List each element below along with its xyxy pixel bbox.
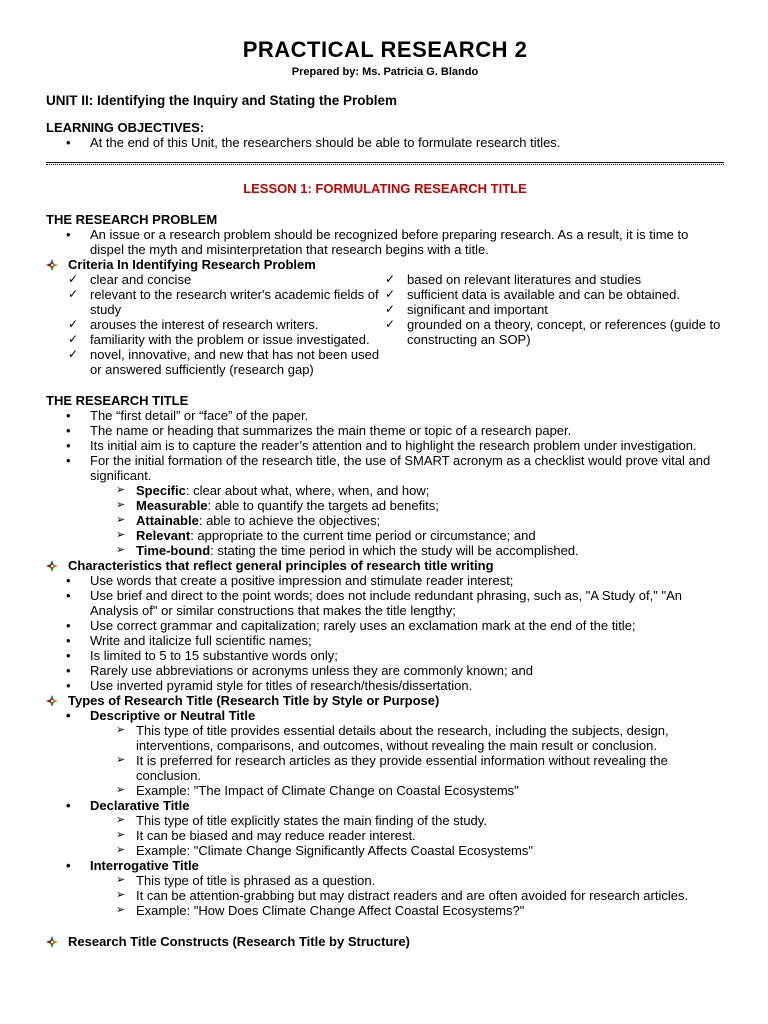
type-point: ➢ Example: "Climate Change Significantly Affects Coastal Ecosystems" — [90, 843, 724, 858]
criteria-left-column — [46, 272, 385, 377]
learning-objectives-heading: LEARNING OBJECTIVES: — [46, 120, 205, 135]
checklist-item: ✓ familiarity with the problem or issue investigated. — [46, 332, 385, 347]
diamond-bullet-icon — [46, 560, 58, 572]
checklist-item: ✓ arouses the interest of research writers. — [46, 317, 385, 332]
type-points — [90, 813, 724, 858]
checklist-item: ✓ sufficient data is available and can be obtained. — [385, 287, 724, 302]
type-points — [90, 873, 724, 918]
type-point: ➢ This type of title is phrased as a question. — [90, 873, 724, 888]
list-item: • For the initial formation of the research title, the use of SMART acronym as a checklist would prove vital and significant. — [46, 453, 724, 483]
list-item: • Use words that create a positive impression and stimulate reader interest; — [46, 573, 724, 588]
research-problem-list — [46, 227, 724, 257]
type-point: ➢ Example: "The Impact of Climate Change on Coastal Ecosystems" — [90, 783, 724, 798]
list-item: • Is limited to 5 to 15 substantive words only; — [46, 648, 724, 663]
characteristics-list — [46, 573, 724, 693]
list-item: • The “first detail” or “face” of the paper. — [46, 408, 724, 423]
diamond-bullet-icon — [46, 259, 58, 271]
type-point: ➢ Example: "How Does Climate Change Affect Coastal Ecosystems?" — [90, 903, 724, 918]
research-title-heading: THE RESEARCH TITLE — [46, 393, 189, 408]
list-item: • The name or heading that summarizes the main theme or topic of a research paper. — [46, 423, 724, 438]
title-type-item: • Declarative Title ➢ This type of title explicitly states the main finding of the study. ➢ It can be biased and may reduce reader interest. ➢ Example: "Climate Change Significantly Affects Coastal Ecosystems" — [46, 798, 724, 858]
type-point: ➢ It is preferred for research articles as they provide essential information without revealing the conclusion. — [90, 753, 724, 783]
characteristics-heading: Characteristics that reflect general principles of research title writing — [46, 558, 724, 573]
list-item: • Write and italicize full scientific names; — [46, 633, 724, 648]
smart-item: ➢ Measurable: able to quantify the targets ad benefits; — [46, 498, 724, 513]
list-item: • Use inverted pyramid style for titles of research/thesis/dissertation. — [46, 678, 724, 693]
divider — [46, 162, 724, 165]
smart-list — [46, 483, 724, 558]
criteria-heading: Criteria In Identifying Research Problem — [46, 257, 724, 272]
learning-objectives-list — [46, 135, 724, 150]
list-item: • At the end of this Unit, the researchers should be able to formulate research titles. — [46, 135, 724, 150]
diamond-bullet-icon — [46, 936, 58, 948]
list-item: • An issue or a research problem should be recognized before preparing research. As a result, it is time to dispel the myth and misinterpretation that research begins with a title. — [46, 227, 724, 257]
research-title-list — [46, 408, 724, 483]
list-item: • Rarely use abbreviations or acronyms unless they are commonly known; and — [46, 663, 724, 678]
type-point: ➢ It can be biased and may reduce reader interest. — [90, 828, 724, 843]
constructs-heading: Research Title Constructs (Research Title by Structure) — [46, 934, 724, 949]
research-problem-heading: THE RESEARCH PROBLEM — [46, 212, 218, 227]
title-type-item: • Interrogative Title ➢ This type of title is phrased as a question. ➢ It can be attention-grabbing but may distract readers and are often avoided for research articles. ➢ Example: "How Does Climate Change Affect Coastal Ecosystems?" — [46, 858, 724, 918]
types-heading: Types of Research Title (Research Title by Style or Purpose) — [46, 693, 724, 708]
list-item: • Its initial aim is to capture the reader’s attention and to highlight the research problem under investigation. — [46, 438, 724, 453]
checklist-item: ✓ grounded on a theory, concept, or references (guide to constructing an SOP) — [385, 317, 724, 347]
checklist-item: ✓ based on relevant literatures and studies — [385, 272, 724, 287]
unit-heading: UNIT II: Identifying the Inquiry and Stating the Problem — [46, 93, 398, 108]
checklist-item: ✓ significant and important — [385, 302, 724, 317]
diamond-bullet-icon — [46, 695, 58, 707]
smart-item: ➢ Time-bound: stating the time period in which the study will be accomplished. — [46, 543, 724, 558]
title-type-item: • Descriptive or Neutral Title ➢ This type of title provides essential details about the research, including the subjects, design, interventions, comparisons, and outcomes, without revealing the main result or conclusion. ➢ It is preferred for research articles as they provide essential information without revealing the conclusion. ➢ Example: "The Impact of Climate Change on Coastal Ecosystems" — [46, 708, 724, 798]
type-point: ➢ It can be attention-grabbing but may distract readers and are often avoided for research articles. — [90, 888, 724, 903]
prepared-by: Prepared by: Ms. Patricia G. Blando — [291, 66, 479, 78]
smart-item: ➢ Attainable: able to achieve the objectives; — [46, 513, 724, 528]
smart-item: ➢ Specific: clear about what, where, when, and how; — [46, 483, 724, 498]
list-item: • Use brief and direct to the point words; does not include redundant phrasing, such as, "A Study of," "An Analysis of" or similar constructions that makes the title lengthy; — [46, 588, 724, 618]
criteria-checklist — [46, 272, 724, 377]
checklist-item: ✓ relevant to the research writer's academic fields of study — [46, 287, 385, 317]
document-title: PRACTICAL RESEARCH 2 — [242, 37, 528, 62]
smart-item: ➢ Relevant: appropriate to the current time period or circumstance; and — [46, 528, 724, 543]
criteria-right-column — [385, 272, 724, 377]
type-point: ➢ This type of title provides essential details about the research, including the subjects, design, interventions, comparisons, and outcomes, without revealing the main result or conclusion. — [90, 723, 724, 753]
types-list — [46, 708, 724, 918]
type-points — [90, 723, 724, 798]
checklist-item: ✓ novel, innovative, and new that has not been used or answered sufficiently (research gap) — [46, 347, 385, 377]
lesson-heading: LESSON 1: FORMULATING RESEARCH TITLE — [243, 181, 527, 196]
type-point: ➢ This type of title explicitly states the main finding of the study. — [90, 813, 724, 828]
list-item: • Use correct grammar and capitalization; rarely uses an exclamation mark at the end of the title; — [46, 618, 724, 633]
checklist-item: ✓ clear and concise — [46, 272, 385, 287]
